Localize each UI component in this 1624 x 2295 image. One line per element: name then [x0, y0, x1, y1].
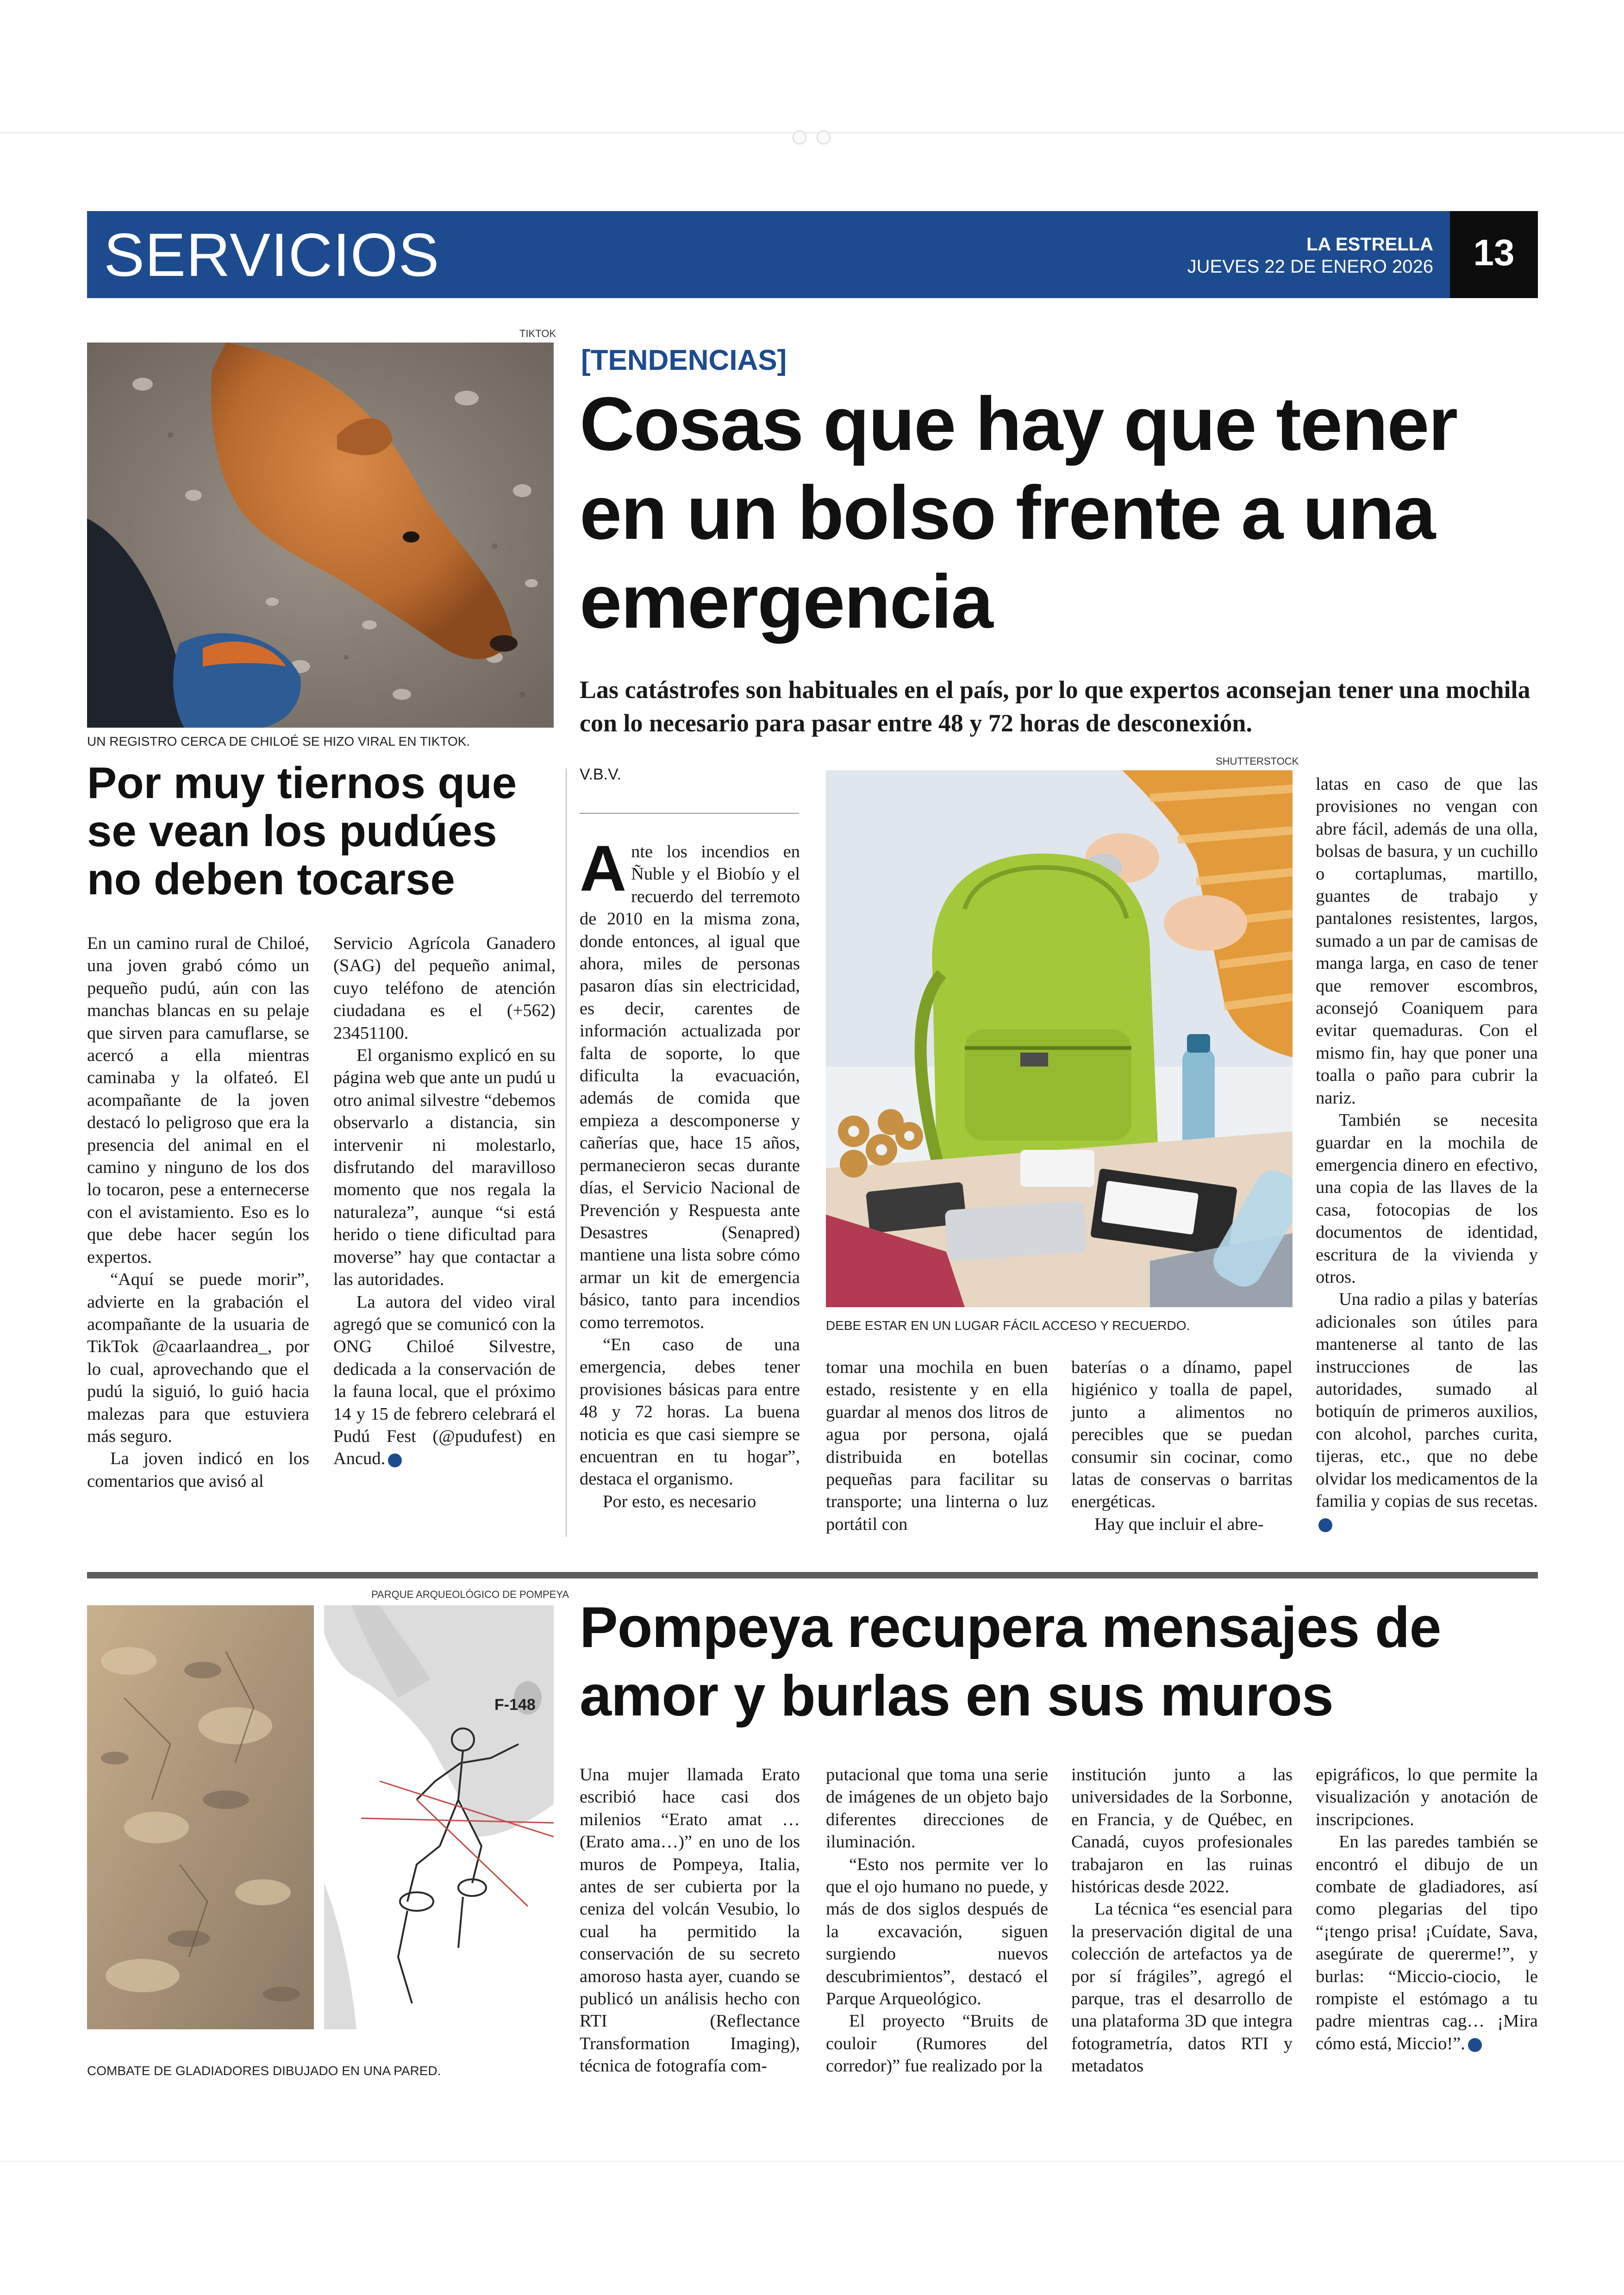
pudu-photo-caption: UN REGISTRO CERCA DE CHILOÉ SE HIZO VIRAL EN TIKTOK.	[87, 734, 470, 748]
publication-name: LA ESTRELLA	[1306, 234, 1433, 255]
main-paragraph: tomar una mochila en buen estado, resistente y en ella guardar al menos dos litros de agua por persona, ojalá distribuida en botellas pequeñas para facilitar su transporte; una linterna o luz portátil con	[826, 1358, 1048, 1534]
main-last-paragraph: Una radio a pilas y baterías adicionales son útiles para mantenerse al tanto de las instrucciones de las autoridades, sumado al botiquín de primeros auxilios, con alcohol, parches curita, tijeras, etc., que no debe olvidar los medicamentos de la familia y copias de sus recetas.	[1316, 1290, 1538, 1511]
pudu-photo-credit: TIKTOK	[519, 328, 556, 339]
section-title: SERVICIOS	[104, 221, 440, 289]
page-dot-icon[interactable]	[793, 131, 806, 144]
main-first-paragraph: nte los incendios en Ñuble y el Biobío y el recuerdo del terremoto de 2010 en la misma zona, donde entonces, al igual que ahora, miles de personas pasaron días sin electricidad, es decir, carentes de información actualizada por falta de soporte, lo que dificulta la evacuación, además de comida que empieza a descomponerse y cañerías que, hace 15 años, permanecieron secas durante días, el Servicio Nacional de Prevención y Respuesta ante Desastres (Senapred) mantiene una lista sobre cómo armar un kit de emergencia básico, tanto para incendios como terremotos.	[580, 842, 800, 1332]
main-column-2	[826, 1356, 1048, 1535]
main-column-1	[580, 832, 800, 1513]
pudu-photo	[87, 343, 554, 728]
pudu-paragraph: “Aquí se puede morir”, advierte en la grabación el acompañante de la usuaria de TikTok @caarlaandrea_, por lo cual, aprovechando que el pudú la siguió, lo guió hacia malezas para que estuviera más seguro.	[87, 1270, 309, 1446]
pompeya-paragraph: “Esto nos permite ver lo que el ojo humano no puede, y más de dos siglos después de la excavación, siguen surgiendo nuevos descubrimientos”, destacó el Parque Arqueológico.	[826, 1854, 1048, 2009]
pudu-column-2	[333, 932, 556, 1470]
pompeya-last-paragraph: En las paredes también se encontró el dibujo de un combate de gladiadores, así como plegarias del tipo “¡tengo prisa! ¡Cuídate, Sava, asegúrate de quererme!”, y burlas: “Miccio-ciocio, le rompiste el estómago a tu padre mientras cag… ¡Mira cómo está, Miccio!”.	[1316, 1832, 1538, 2053]
pompeya-photo-credit: PARQUE ARQUEOLÓGICO DE POMPEYA	[371, 1589, 569, 1600]
pompeya-column-3	[1071, 1764, 1293, 2077]
pompeya-paragraph: epigráficos, lo que permite la visualización y anotación de inscripciones.	[1316, 1765, 1538, 1829]
pudu-paragraph: La joven indicó en los comentarios que avisó al	[87, 1449, 309, 1491]
main-column-3	[1071, 1356, 1293, 1535]
pudu-illustration	[87, 343, 554, 728]
backpack-photo	[826, 770, 1293, 1307]
main-paragraph: También se necesita guardar en la mochila de emergencia dinero en efectivo, una copia de las llaves de la casa, fotocopias de los documentos de identidad, escritura de la vivienda y otros.	[1316, 1110, 1538, 1287]
pompeya-column-1	[580, 1764, 800, 2077]
pudu-paragraph: Servicio Agrícola Ganadero (SAG) del pequeño animal, cuyo teléfono de atención ciudadana es el (+562) 23451100.	[333, 934, 556, 1043]
pompeya-paragraph: Una mujer llamada Erato escribió hace casi dos milenios “Erato amat … (Erato ama…)” en uno de los muros de Pompeya, Italia, antes de ser cubierta por la ceniza del volcán Vesubio, lo cual ha permitido la conservación de su secreto amoroso hasta ayer, cuando se publicó un análisis hecho con RTI (Reflectance Transformation Imaging), técnica de fotografía com-	[580, 1765, 800, 2076]
pompeya-column-2	[826, 1764, 1048, 2077]
main-paragraph	[1316, 1288, 1538, 1534]
main-lead: Las catástrofes son habituales en el país, por lo que expertos aconsejan tener una mochila con lo necesario para pasar entre 48 y 72 horas de desconexión.	[580, 676, 1530, 737]
byline-rule	[580, 813, 799, 814]
pompeya-photo-caption: COMBATE DE GLADIADORES DIBUJADO EN UNA PARED.	[87, 2064, 441, 2078]
main-paragraph	[580, 832, 800, 1334]
pompeya-paragraph	[1316, 1831, 1538, 2055]
main-headline: Cosas que hay que tener en un bolso frente a una emergencia	[580, 381, 1457, 644]
main-paragraph: Hay que incluir el abre-	[1094, 1514, 1264, 1534]
page-navigation-dots[interactable]	[782, 128, 843, 146]
page-number: 13	[1473, 232, 1515, 273]
pompeya-paragraph: institución junto a las universidades de la Sorbonne, en Francia, y de Québec, en Canadá, cuyos profesionales trabajaron en las ruinas históricas desde 2022.	[1071, 1765, 1293, 1897]
backpack-photo-credit: SHUTTERSTOCK	[1216, 755, 1299, 767]
page-dot-icon[interactable]	[817, 131, 831, 144]
story-divider	[87, 1572, 1538, 1578]
column-separator	[566, 768, 567, 1537]
section-tag: [TENDENCIAS]	[581, 344, 787, 376]
main-column-4	[1316, 773, 1538, 1535]
page-bottom-edge	[0, 2161, 1624, 2162]
pompeya-paragraph: La técnica “es esencial para la preservación digital de una colección de artefactos ya de por sí frágiles”, agregó el parque, tras el desarrollo de una plataforma 3D que integra fotogrametría, datos RTI y metadatos	[1071, 1899, 1293, 2076]
section-header	[87, 211, 1538, 298]
pudu-headline: Por muy tiernos que se vean los pudúes no deben tocarse	[87, 758, 517, 904]
pudu-paragraph	[333, 1291, 556, 1470]
pompeya-paragraph: putacional que toma una serie de imágenes de un objeto bajo diferentes direcciones de iluminación.	[826, 1765, 1048, 1852]
pompeya-paragraph: El proyecto “Bruits de couloir (Rumores del corredor)” fue realizado por la	[826, 2011, 1048, 2076]
gladiator-sketch-illustration	[324, 1605, 554, 2029]
main-paragraph: Por esto, es necesario	[603, 1491, 756, 1511]
pudu-last-paragraph: La autora del video viral agregó que se comunicó con la ONG Chiloé Silvestre, dedicada a la conservación de la fauna local, que el próximo 14 y 15 de febrero celebrará el Pudú Fest (@pudufest) en Ancud.	[333, 1292, 556, 1469]
wall-texture-illustration	[87, 1605, 314, 2029]
end-of-article-icon: ✪	[1468, 2038, 1482, 2052]
publication-date: JUEVES 22 DE ENERO 2026	[1187, 256, 1433, 277]
main-paragraph: baterías o a dínamo, papel higiénico y toalla de papel, junto a alimentos no perecibles que se puedan consumir sin cocinar, como latas de conservas o barritas energéticas.	[1071, 1358, 1293, 1512]
main-paragraph: latas en caso de que las provisiones no vengan con abre fácil, además de una olla, bolsas de basura, y un cuchillo o cortaplumas, martillo, guantes de trabajo y pantalones resistentes, largos, sumado a un par de camisas de manga larga, en caso de tener que remover escombros, aconsejó Coaniquem para evitar quemaduras. Con el mismo fin, hay que poner una toalla o paño para cubrir la nariz.	[1316, 774, 1538, 1108]
main-paragraph: “En caso de una emergencia, debes tener provisiones básicas para entre 48 y 72 horas. La buena noticia es que casi siempre se encuentran en tu hogar”, destaca el organismo.	[580, 1335, 800, 1489]
pudu-paragraph: En un camino rural de Chiloé, una joven grabó cómo un pequeño pudú, aún con las manchas blancas en su pelaje que sirven para camuflarse, se acercó a ella mientras caminaba y la olfateó. El acompañante de la joven destacó lo peligroso que era la presencia del animal en el camino y ninguno de los dos lo tocaron, pese a enternecerse con el avistamiento. Eso es lo que debe hacer según los expertos.	[87, 934, 309, 1267]
backpack-photo-caption: DEBE ESTAR EN UN LUGAR FÁCIL ACCESO Y RECUERDO.	[826, 1318, 1190, 1333]
pompeya-column-4	[1316, 1764, 1538, 2055]
end-of-article-icon: ✪	[388, 1453, 402, 1467]
drop-cap: A	[580, 832, 627, 904]
page-number-box	[1450, 211, 1538, 298]
drawing-label: F-148	[494, 1696, 536, 1714]
gladiator-drawing	[324, 1605, 554, 2029]
backpack-illustration	[826, 770, 1293, 1307]
pudu-paragraph: El organismo explicó en su página web que ante un pudú u otro animal silvestre “debemos observarlo a distancia, sin intervenir ni molestarlo, disfrutando del maravilloso momento que nos regala la naturaleza”, aunque “si está herido o tiene dificultad para moverse” hay que contactar a las autoridades.	[333, 1046, 556, 1290]
pudu-column-1	[87, 932, 309, 1492]
end-of-article-icon: ✪	[1318, 1518, 1332, 1532]
author-byline: V.B.V.	[580, 766, 622, 783]
pompeya-headline: Pompeya recupera mensajes de amor y burlas en sus muros	[580, 1596, 1441, 1728]
pompeya-wall-photo	[87, 1605, 314, 2029]
